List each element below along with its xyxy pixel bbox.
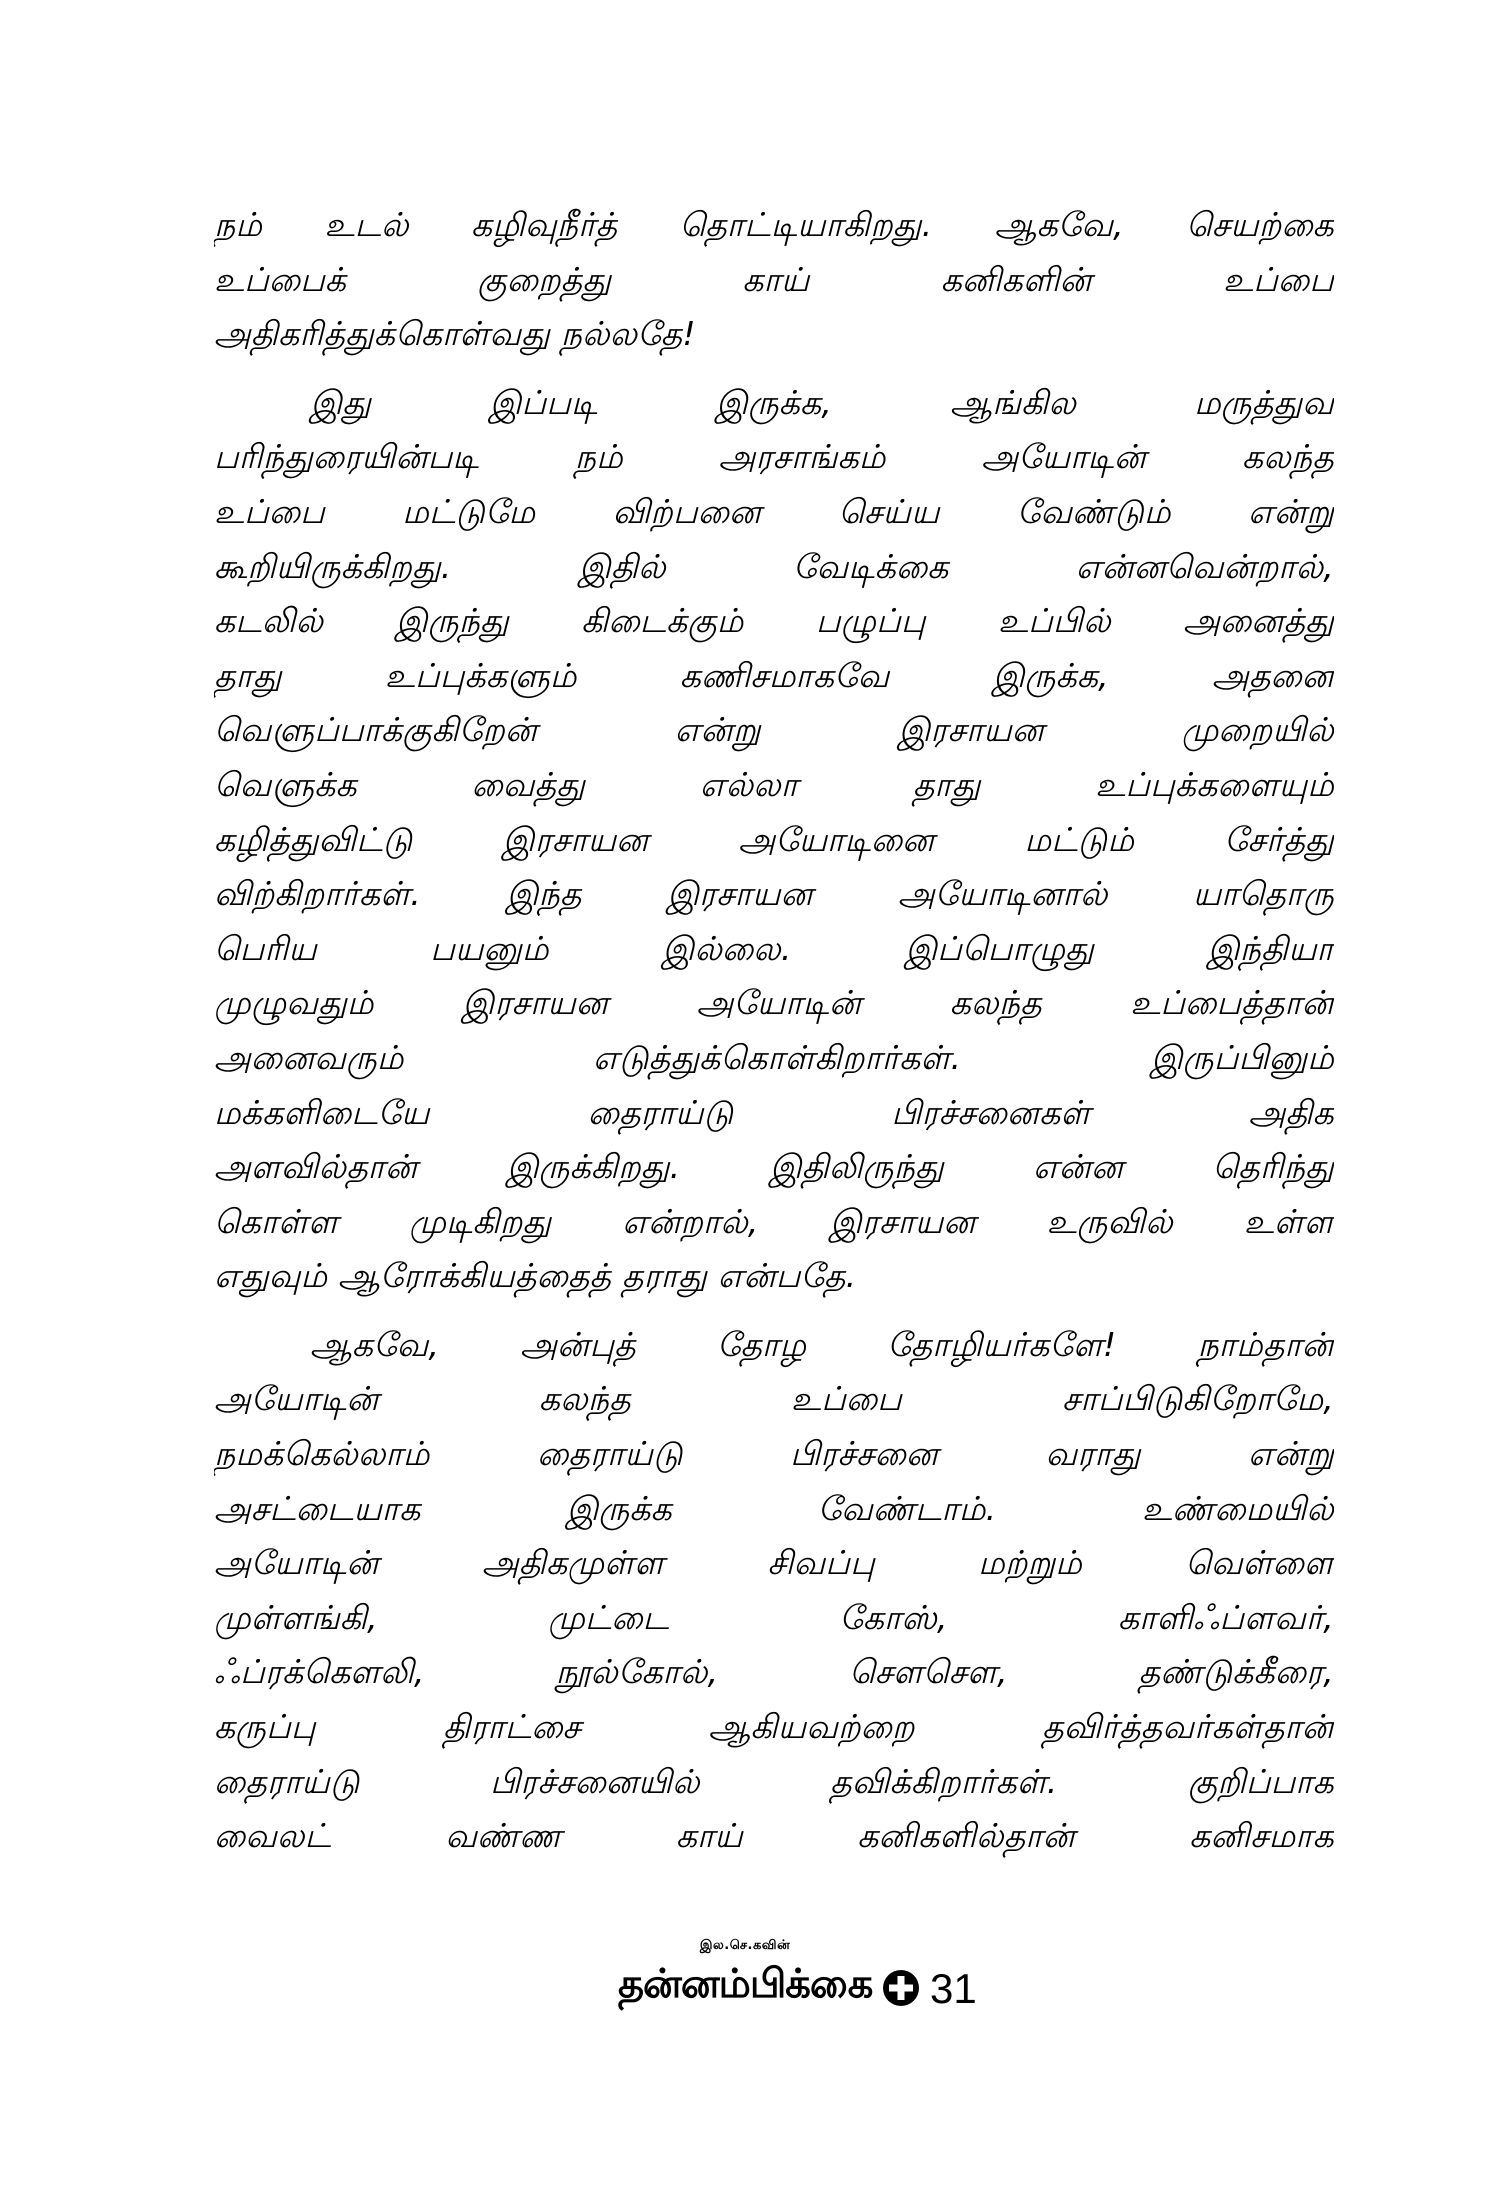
text-line: வைலட் வண்ண காய் கனிகளில்தான் கனிசமாக xyxy=(214,1816,1334,1856)
masthead-subtitle: இல.செ.கவின் xyxy=(699,1938,791,1953)
text-line: பரிந்துரையின்படி நம் அரசாங்கம் அயோடின் கலந்த xyxy=(214,437,1334,477)
magazine-masthead xyxy=(618,1938,872,2048)
text-line: அசட்டையாக இருக்க வேண்டாம். உண்மையில் xyxy=(214,1488,1334,1528)
text-line: வெளுக்க வைத்து எல்லா தாது உப்புக்களையும் xyxy=(214,764,1334,804)
masthead-title: தன்னம்பிக்கை xyxy=(618,1961,873,2007)
plus-circle-icon xyxy=(882,1969,920,2007)
paragraph-gap xyxy=(214,1304,1334,1318)
text-line: எதுவும் ஆரோக்கியத்தைத் தராது என்பதே. xyxy=(214,1256,857,1296)
text-line: தைராய்டு பிரச்சனையில் தவிக்கிறார்கள். குறிப்பாக xyxy=(214,1761,1334,1801)
text-line: கூறியிருக்கிறது. இதில் வேடிக்கை என்னவென்றால், xyxy=(214,546,1334,586)
text-line: உப்பை மட்டுமே விற்பனை செய்ய வேண்டும் என்று xyxy=(214,491,1334,531)
paragraph xyxy=(214,376,1334,1304)
text-line: மக்களிடையே தைராய்டு பிரச்சனைகள் அதிக xyxy=(214,1092,1334,1132)
text-line: அதிகரித்துக்கொள்வது நல்லதே! xyxy=(214,314,696,354)
text-line: கழித்துவிட்டு இரசாயன அயோடினை மட்டும் சேர்த்து xyxy=(214,819,1334,859)
text-line: வெளுப்பாக்குகிறேன் என்று இரசாயன முறையில் xyxy=(214,710,1334,750)
text-line: ஆகவே, அன்புத் தோழ தோழியர்களே! நாம்தான் xyxy=(310,1324,1334,1364)
paragraph xyxy=(214,198,1334,362)
text-line: அயோடின் கலந்த உப்பை சாப்பிடுகிறோமே, xyxy=(214,1379,1334,1419)
text-line: இது இப்படி இருக்க, ஆங்கில மருத்துவ xyxy=(310,382,1334,422)
text-line: முள்ளங்கி, முட்டை கோஸ், காளிஃப்ளவர், xyxy=(214,1597,1334,1637)
text-line: அனைவரும் எடுத்துக்கொள்கிறார்கள். இருப்பினும் xyxy=(214,1037,1334,1077)
paragraph-gap xyxy=(214,362,1334,376)
text-line: ஃப்ரக்கௌலி, நூல்கோல், சௌசௌ, தண்டுக்கீரை, xyxy=(214,1652,1334,1692)
page-footer xyxy=(0,1938,1512,2058)
page-number: 31 xyxy=(930,1965,977,2012)
text-line: பெரிய பயனும் இல்லை. இப்பொழுது இந்தியா xyxy=(214,928,1334,968)
text-line: உப்பைக் குறைத்து காய் கனிகளின் உப்பை xyxy=(214,259,1334,299)
text-line: விற்கிறார்கள். இந்த இரசாயன அயோடினால் யாதொரு xyxy=(214,874,1334,914)
body-text xyxy=(214,198,1334,1864)
text-line: அளவில்தான் இருக்கிறது. இதிலிருந்து என்ன தெரிந்து xyxy=(214,1147,1334,1187)
text-line: அயோடின் அதிகமுள்ள சிவப்பு மற்றும் வெள்ளை xyxy=(214,1543,1334,1583)
text-line: கொள்ள முடிகிறது என்றால், இரசாயன உருவில் உள்ள xyxy=(214,1201,1334,1241)
text-line: நம் உடல் கழிவுநீர்த் தொட்டியாகிறது. ஆகவே, செயற்கை xyxy=(214,205,1334,244)
text-line: தாது உப்புக்களும் கணிசமாகவே இருக்க, அதனை xyxy=(214,655,1334,695)
text-line: முழுவதும் இரசாயன அயோடின் கலந்த உப்பைத்தான் xyxy=(214,983,1334,1023)
paragraph xyxy=(214,1318,1334,1864)
text-line: கருப்பு திராட்சை ஆகியவற்றை தவிர்த்தவர்கள்தான் xyxy=(214,1707,1334,1747)
text-line: கடலில் இருந்து கிடைக்கும் பழுப்பு உப்பில் அனைத்து xyxy=(214,601,1334,641)
text-line: நமக்கெல்லாம் தைராய்டு பிரச்சனை வராது என்று xyxy=(214,1434,1334,1474)
